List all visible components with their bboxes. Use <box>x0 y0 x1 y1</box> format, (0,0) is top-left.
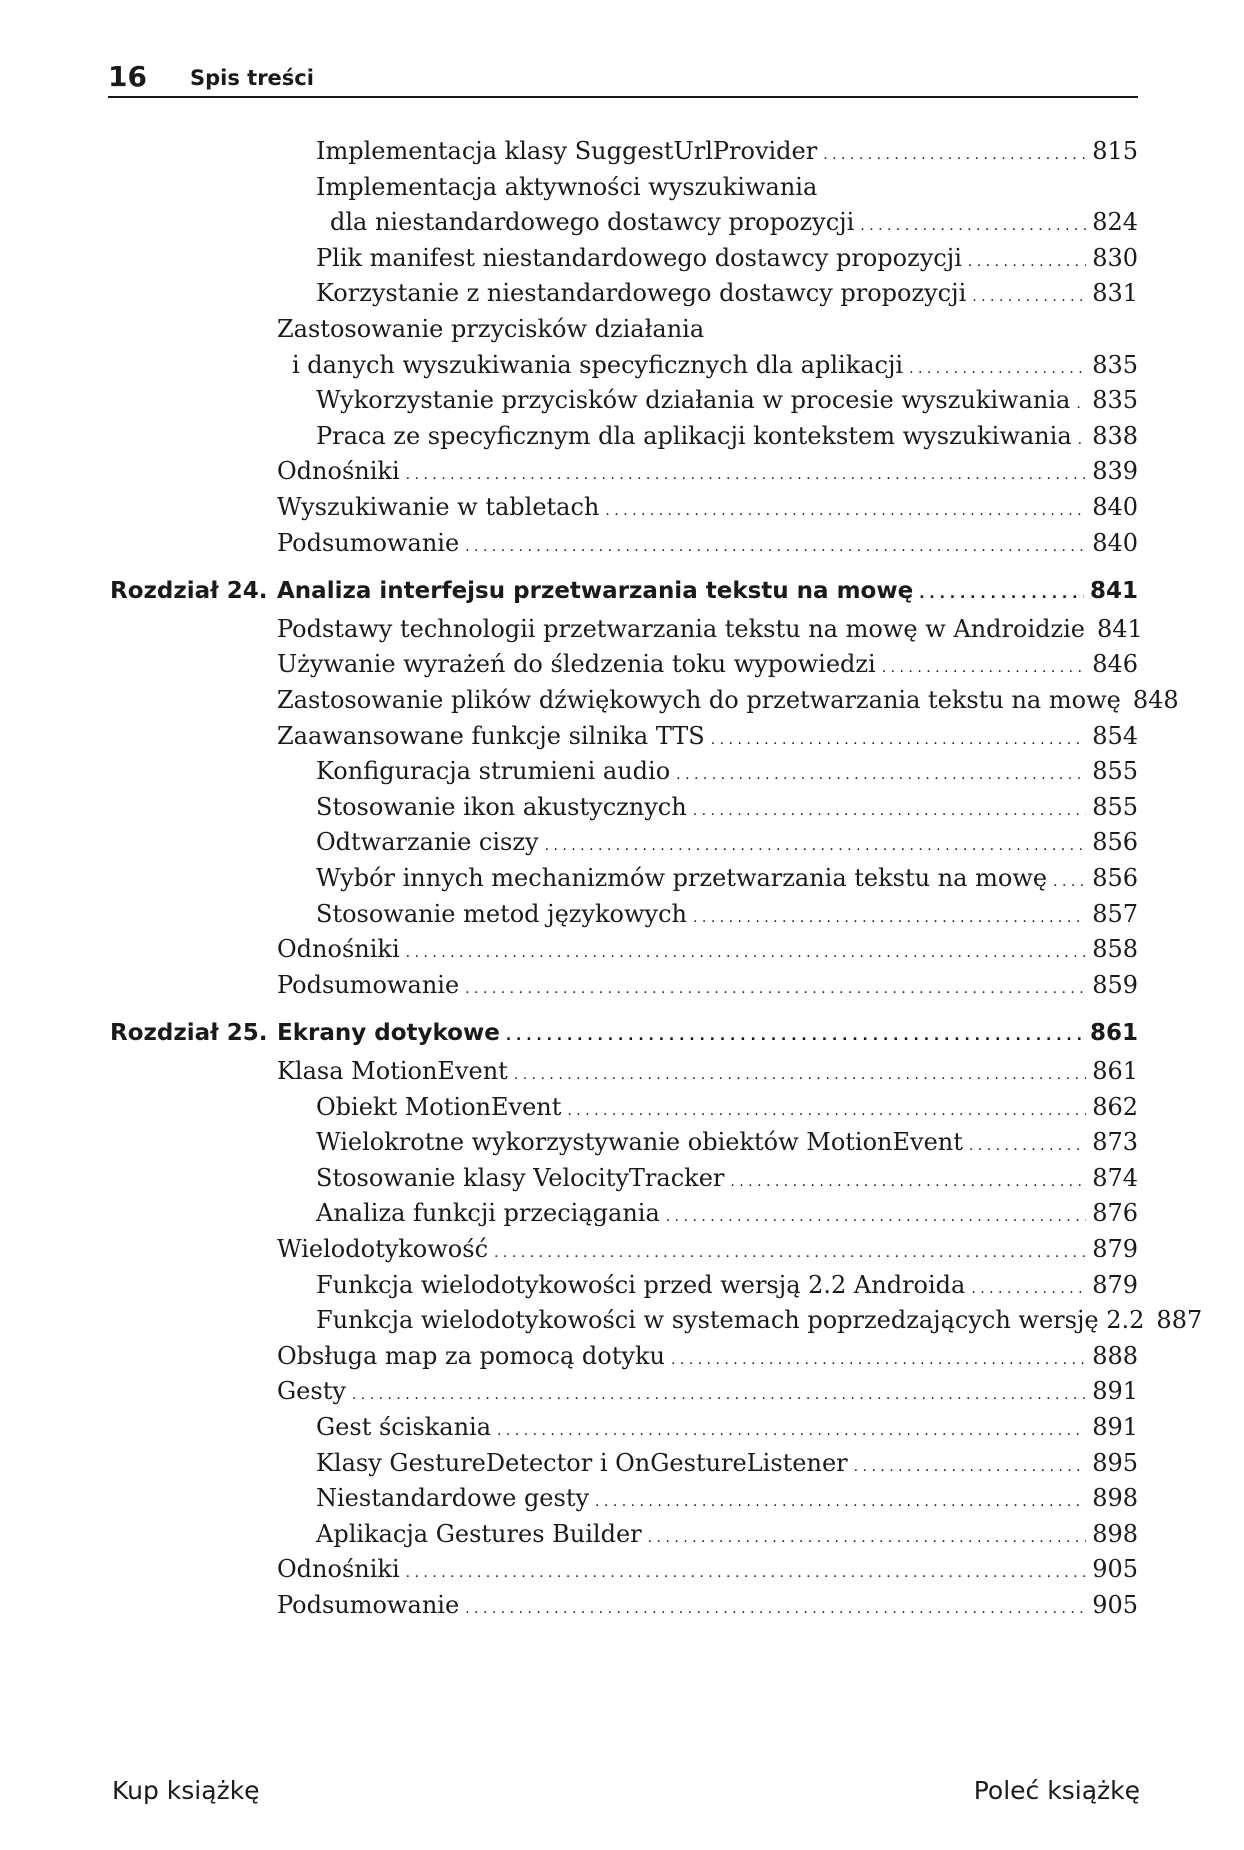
dot-leader <box>406 1554 1087 1588</box>
toc-entry <box>316 1412 1138 1446</box>
dot-leader <box>972 278 1086 312</box>
chapter-number: Rozdział 24. <box>110 578 268 605</box>
toc-entry <box>330 207 1138 241</box>
entry-title: Podstawy technologii przetwarzania tekstu na mowę w Androidzie <box>277 614 1086 643</box>
entry-title: Wyszukiwanie w tabletach <box>277 493 600 521</box>
toc-entry <box>316 1198 1138 1232</box>
entry-title: dla niestandardowego dostawcy propozycji <box>330 208 855 237</box>
running-title: Spis treści <box>190 66 314 90</box>
toc-entry <box>277 721 1138 755</box>
entry-title: Zastosowanie przycisków działania <box>277 315 705 343</box>
dot-leader <box>605 492 1086 526</box>
entry-page-number: 905 <box>1092 1591 1138 1619</box>
entry-title: Gest ściskania <box>316 1413 492 1441</box>
toc-entry <box>277 934 1138 968</box>
toc-entry <box>277 492 1138 526</box>
dot-leader <box>671 1341 1086 1375</box>
page-header <box>108 56 1138 98</box>
entry-title: Praca ze specyficznym dla aplikacji kontekstem wyszukiwania <box>316 421 1072 450</box>
dot-leader <box>693 899 1086 933</box>
entry-page-number: 861 <box>1089 1020 1138 1047</box>
toc-entry <box>277 970 1138 1004</box>
entry-page-number: 840 <box>1092 528 1138 557</box>
dot-leader <box>676 756 1086 790</box>
entry-title: Analiza interfejsu przetwarzania tekstu na mowę <box>277 578 914 605</box>
entry-title: Obsługa map za pomocą dotyku <box>277 1341 665 1370</box>
dot-leader <box>506 1018 1084 1051</box>
entry-title: Odnośniki <box>277 457 400 486</box>
toc-entry <box>316 1448 1138 1482</box>
entry-page-number: 873 <box>1092 1128 1138 1157</box>
dot-leader <box>595 1483 1086 1517</box>
entry-page-number: 876 <box>1092 1199 1138 1228</box>
entry-page-number: 891 <box>1092 1377 1138 1406</box>
dot-leader <box>514 1056 1086 1090</box>
toc-entry <box>277 649 1138 683</box>
entry-title: Niestandardowe gesty <box>316 1484 590 1513</box>
entry-page-number: 887 <box>1156 1306 1203 1335</box>
entry-page-number: 879 <box>1092 1270 1138 1299</box>
toc-chapter-entry <box>277 1018 1138 1051</box>
dot-leader <box>352 1376 1086 1410</box>
chapter-number: Rozdział 25. <box>110 1020 268 1047</box>
entry-page-number: 846 <box>1092 650 1138 679</box>
entry-page-number: 824 <box>1092 208 1138 237</box>
entry-page-number: 841 <box>1089 578 1138 605</box>
entry-title: Gesty <box>277 1377 346 1406</box>
entry-page-number: 898 <box>1092 1484 1138 1513</box>
entry-page-number: 857 <box>1092 899 1138 928</box>
dot-leader <box>465 1590 1086 1624</box>
toc-entry <box>316 278 1138 312</box>
buy-book-link[interactable]: Kup książkę <box>112 1776 260 1805</box>
entry-title: Korzystanie z niestandardowego dostawcy propozycji <box>316 279 967 308</box>
entry-page-number: 835 <box>1092 350 1138 379</box>
entry-title: Wielokrotne wykorzystywanie obiektów MotionEvent <box>316 1128 963 1157</box>
entry-title: Obiekt MotionEvent <box>316 1092 562 1121</box>
toc-entry <box>277 614 1143 648</box>
toc-entry <box>316 1305 1203 1339</box>
toc-entry <box>277 528 1138 562</box>
entry-page-number: 856 <box>1092 828 1138 857</box>
dot-leader <box>909 350 1086 384</box>
toc-entry <box>316 1483 1138 1517</box>
entry-title: Stosowanie klasy VelocityTracker <box>316 1163 725 1192</box>
dot-leader <box>919 576 1084 609</box>
entry-title: Analiza funkcji przeciągania <box>316 1199 660 1228</box>
page-number: 16 <box>108 60 147 93</box>
entry-page-number: 891 <box>1092 1413 1138 1441</box>
dot-leader <box>730 1163 1086 1197</box>
dot-leader <box>465 528 1086 562</box>
toc-entry <box>277 1376 1138 1410</box>
entry-title: Podsumowanie <box>277 970 460 999</box>
entry-title: Wybór innych mechanizmów przetwarzania tekstu na mowę <box>316 864 1048 892</box>
entry-page-number: 898 <box>1092 1519 1138 1548</box>
entry-title: Podsumowanie <box>277 528 460 557</box>
toc-entry <box>277 1341 1138 1375</box>
entry-title: Ekrany dotykowe <box>277 1020 500 1047</box>
entry-title: Plik manifest niestandardowego dostawcy propozycji <box>316 243 962 272</box>
entry-page-number: 879 <box>1092 1235 1138 1263</box>
entry-title: Aplikacja Gestures Builder <box>316 1519 642 1548</box>
entry-title: Funkcja wielodotykowości przed wersją 2.2 Androida <box>316 1270 966 1299</box>
toc-entry <box>316 1519 1138 1553</box>
toc-entry <box>277 1234 1138 1268</box>
entry-title: Odtwarzanie ciszy <box>316 828 539 857</box>
toc-entry <box>277 685 1179 719</box>
entry-title: Używanie wyrażeń do śledzenia toku wypowiedzi <box>277 650 876 679</box>
dot-leader <box>497 1412 1086 1446</box>
entry-page-number: 862 <box>1092 1092 1138 1121</box>
toc-entry <box>316 1163 1138 1197</box>
dot-leader <box>1078 421 1087 455</box>
entry-page-number: 855 <box>1092 792 1138 821</box>
entry-title: Stosowanie metod językowych <box>316 899 688 928</box>
toc-entry <box>277 1056 1138 1090</box>
entry-title: Implementacja aktywności wyszukiwania <box>316 172 818 201</box>
entry-title: Stosowanie ikon akustycznych <box>316 792 687 821</box>
entry-title: Zaawansowane funkcje silnika TTS <box>277 721 705 750</box>
dot-leader <box>854 1448 1087 1482</box>
entry-title: Podsumowanie <box>277 1591 460 1619</box>
entry-title: Klasy GestureDetector i OnGestureListener <box>316 1448 848 1477</box>
dot-leader <box>882 649 1086 683</box>
entry-title: Wykorzystanie przycisków działania w procesie wyszukiwania <box>316 386 1071 415</box>
dot-leader <box>406 934 1087 968</box>
entry-page-number: 859 <box>1092 970 1138 999</box>
entry-title: Odnośniki <box>277 1555 400 1584</box>
toc-entry <box>316 899 1138 933</box>
entry-page-number: 839 <box>1092 457 1138 486</box>
toc-entry <box>277 314 1138 344</box>
dot-leader <box>969 1127 1086 1161</box>
toc-entry <box>316 421 1138 455</box>
dot-leader <box>823 136 1086 170</box>
dot-leader <box>1076 385 1086 419</box>
dot-leader <box>693 792 1086 826</box>
entry-page-number: 841 <box>1097 614 1143 643</box>
entry-page-number: 895 <box>1092 1448 1138 1477</box>
entry-page-number: 830 <box>1092 243 1138 272</box>
dot-leader <box>494 1234 1086 1268</box>
dot-leader <box>545 827 1087 861</box>
recommend-book-link[interactable]: Poleć książkę <box>973 1776 1140 1805</box>
dot-leader <box>406 456 1087 490</box>
toc-entry <box>316 827 1138 861</box>
entry-title: Klasa MotionEvent <box>277 1057 508 1085</box>
dot-leader <box>711 721 1086 755</box>
entry-page-number: 855 <box>1092 757 1138 786</box>
entry-page-number: 854 <box>1092 721 1138 750</box>
toc-entry <box>316 863 1138 897</box>
entry-page-number: 840 <box>1092 493 1138 521</box>
toc-entry <box>316 136 1138 170</box>
entry-page-number: 858 <box>1092 935 1138 964</box>
dot-leader <box>648 1519 1087 1553</box>
entry-title: Zastosowanie plików dźwiękowych do przetwarzania tekstu na mowę <box>277 686 1121 714</box>
toc-entry <box>316 385 1138 419</box>
toc-entry <box>292 350 1138 384</box>
dot-leader <box>1053 863 1086 897</box>
dot-leader <box>860 207 1086 241</box>
entry-page-number: 861 <box>1092 1057 1138 1085</box>
dot-leader <box>666 1198 1086 1232</box>
entry-title: Wielodotykowość <box>277 1235 489 1263</box>
toc-entry <box>277 1554 1138 1588</box>
entry-page-number: 838 <box>1092 421 1138 450</box>
toc-entry <box>277 1590 1138 1624</box>
entry-title: Funkcja wielodotykowości w systemach poprzedzających wersję 2.2 <box>316 1306 1145 1335</box>
entry-title: Konfiguracja strumieni audio <box>316 757 671 786</box>
entry-page-number: 835 <box>1092 386 1138 415</box>
entry-page-number: 856 <box>1092 864 1138 892</box>
toc-entry <box>316 1270 1138 1304</box>
entry-page-number: 888 <box>1092 1341 1138 1370</box>
entry-title: i danych wyszukiwania specyficznych dla aplikacji <box>292 350 904 379</box>
entry-page-number: 848 <box>1132 686 1179 714</box>
dot-leader <box>465 970 1086 1004</box>
entry-page-number: 905 <box>1092 1555 1138 1584</box>
entry-page-number: 874 <box>1092 1163 1138 1192</box>
toc-entry <box>316 1127 1138 1161</box>
entry-page-number: 831 <box>1092 279 1138 308</box>
dot-leader <box>968 243 1086 277</box>
toc-entry <box>316 756 1138 790</box>
entry-page-number: 815 <box>1092 137 1138 165</box>
toc-entry <box>316 172 1138 202</box>
entry-title: Odnośniki <box>277 935 400 964</box>
toc-entry <box>316 792 1138 826</box>
toc-entry <box>277 456 1138 490</box>
toc-entry <box>316 243 1138 277</box>
toc-entry <box>316 1092 1138 1126</box>
entry-title: Implementacja klasy SuggestUrlProvider <box>316 137 818 165</box>
dot-leader <box>567 1092 1086 1126</box>
toc-chapter-entry <box>277 576 1138 609</box>
dot-leader <box>971 1270 1086 1304</box>
